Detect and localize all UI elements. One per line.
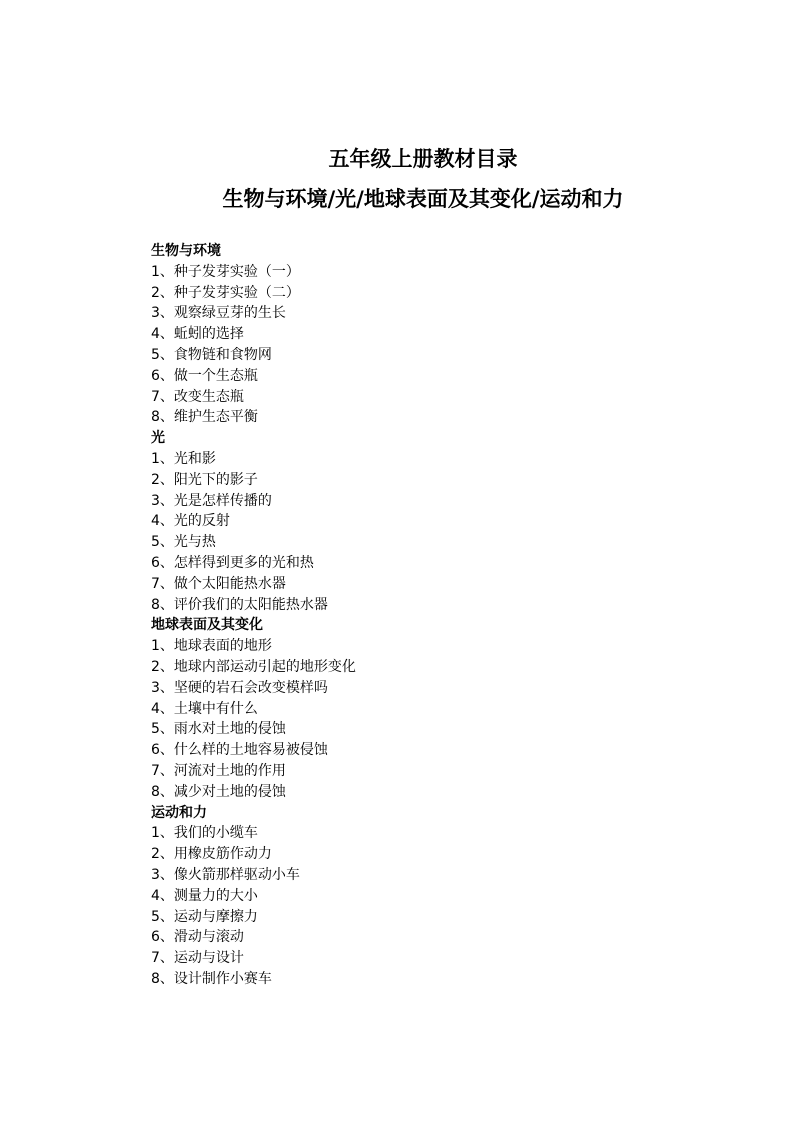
lesson-list (151, 823, 711, 989)
section-heading: 地球表面及其变化 (151, 617, 263, 634)
lesson-item: 2、阳光下的影子 (151, 471, 258, 488)
lesson-item: 3、像火箭那样驱动小车 (151, 866, 300, 883)
section-heading: 运动和力 (151, 804, 207, 821)
lesson-item: 2、用橡皮筋作动力 (151, 846, 272, 863)
lesson-list (151, 449, 711, 615)
lesson-item: 1、我们的小缆车 (151, 825, 258, 842)
title-block (0, 142, 794, 216)
lesson-item: 8、维护生态平衡 (151, 409, 258, 426)
lesson-item: 8、评价我们的太阳能热水器 (151, 596, 328, 613)
lesson-item: 5、光与热 (151, 534, 216, 551)
lesson-item: 3、坚硬的岩石会改变模样吗 (151, 679, 328, 696)
lesson-item: 5、雨水对土地的侵蚀 (151, 721, 286, 738)
table-of-contents (151, 241, 711, 990)
lesson-item: 4、光的反射 (151, 513, 230, 530)
lesson-item: 3、观察绿豆芽的生长 (151, 305, 286, 322)
lesson-item: 6、滑动与滚动 (151, 929, 244, 946)
lesson-item: 4、测量力的大小 (151, 887, 258, 904)
lesson-item: 8、减少对土地的侵蚀 (151, 783, 286, 800)
lesson-item: 7、做个太阳能热水器 (151, 575, 286, 592)
lesson-item: 4、土壤中有什么 (151, 700, 258, 717)
section-light (151, 428, 711, 615)
lesson-item: 1、光和影 (151, 450, 216, 467)
lesson-item: 5、运动与摩擦力 (151, 908, 258, 925)
section-biology-environment (151, 241, 711, 428)
lesson-item: 7、河流对土地的作用 (151, 762, 286, 779)
page-title: 五年级上册教材目录 (328, 146, 518, 171)
section-motion-force (151, 803, 711, 990)
lesson-list (151, 262, 711, 428)
lesson-list (151, 636, 711, 802)
lesson-item: 4、蚯蚓的选择 (151, 326, 244, 343)
lesson-item: 7、运动与设计 (151, 950, 244, 967)
section-heading: 光 (151, 430, 165, 447)
lesson-item: 1、种子发芽实验（一） (151, 263, 300, 280)
lesson-item: 6、什么样的土地容易被侵蚀 (151, 742, 328, 759)
lesson-item: 6、怎样得到更多的光和热 (151, 554, 314, 571)
lesson-item: 2、地球内部运动引起的地形变化 (151, 658, 356, 675)
lesson-item: 2、种子发芽实验（二） (151, 284, 300, 301)
lesson-item: 5、食物链和食物网 (151, 346, 272, 363)
lesson-item: 3、光是怎样传播的 (151, 492, 272, 509)
lesson-item: 6、做一个生态瓶 (151, 367, 258, 384)
lesson-item: 1、地球表面的地形 (151, 638, 272, 655)
lesson-item: 7、改变生态瓶 (151, 388, 244, 405)
page-subtitle: 生物与环境/光/地球表面及其变化/运动和力 (222, 186, 624, 211)
section-heading: 生物与环境 (151, 243, 221, 259)
lesson-item: 8、设计制作小赛车 (151, 970, 272, 987)
section-earth-surface (151, 615, 711, 802)
